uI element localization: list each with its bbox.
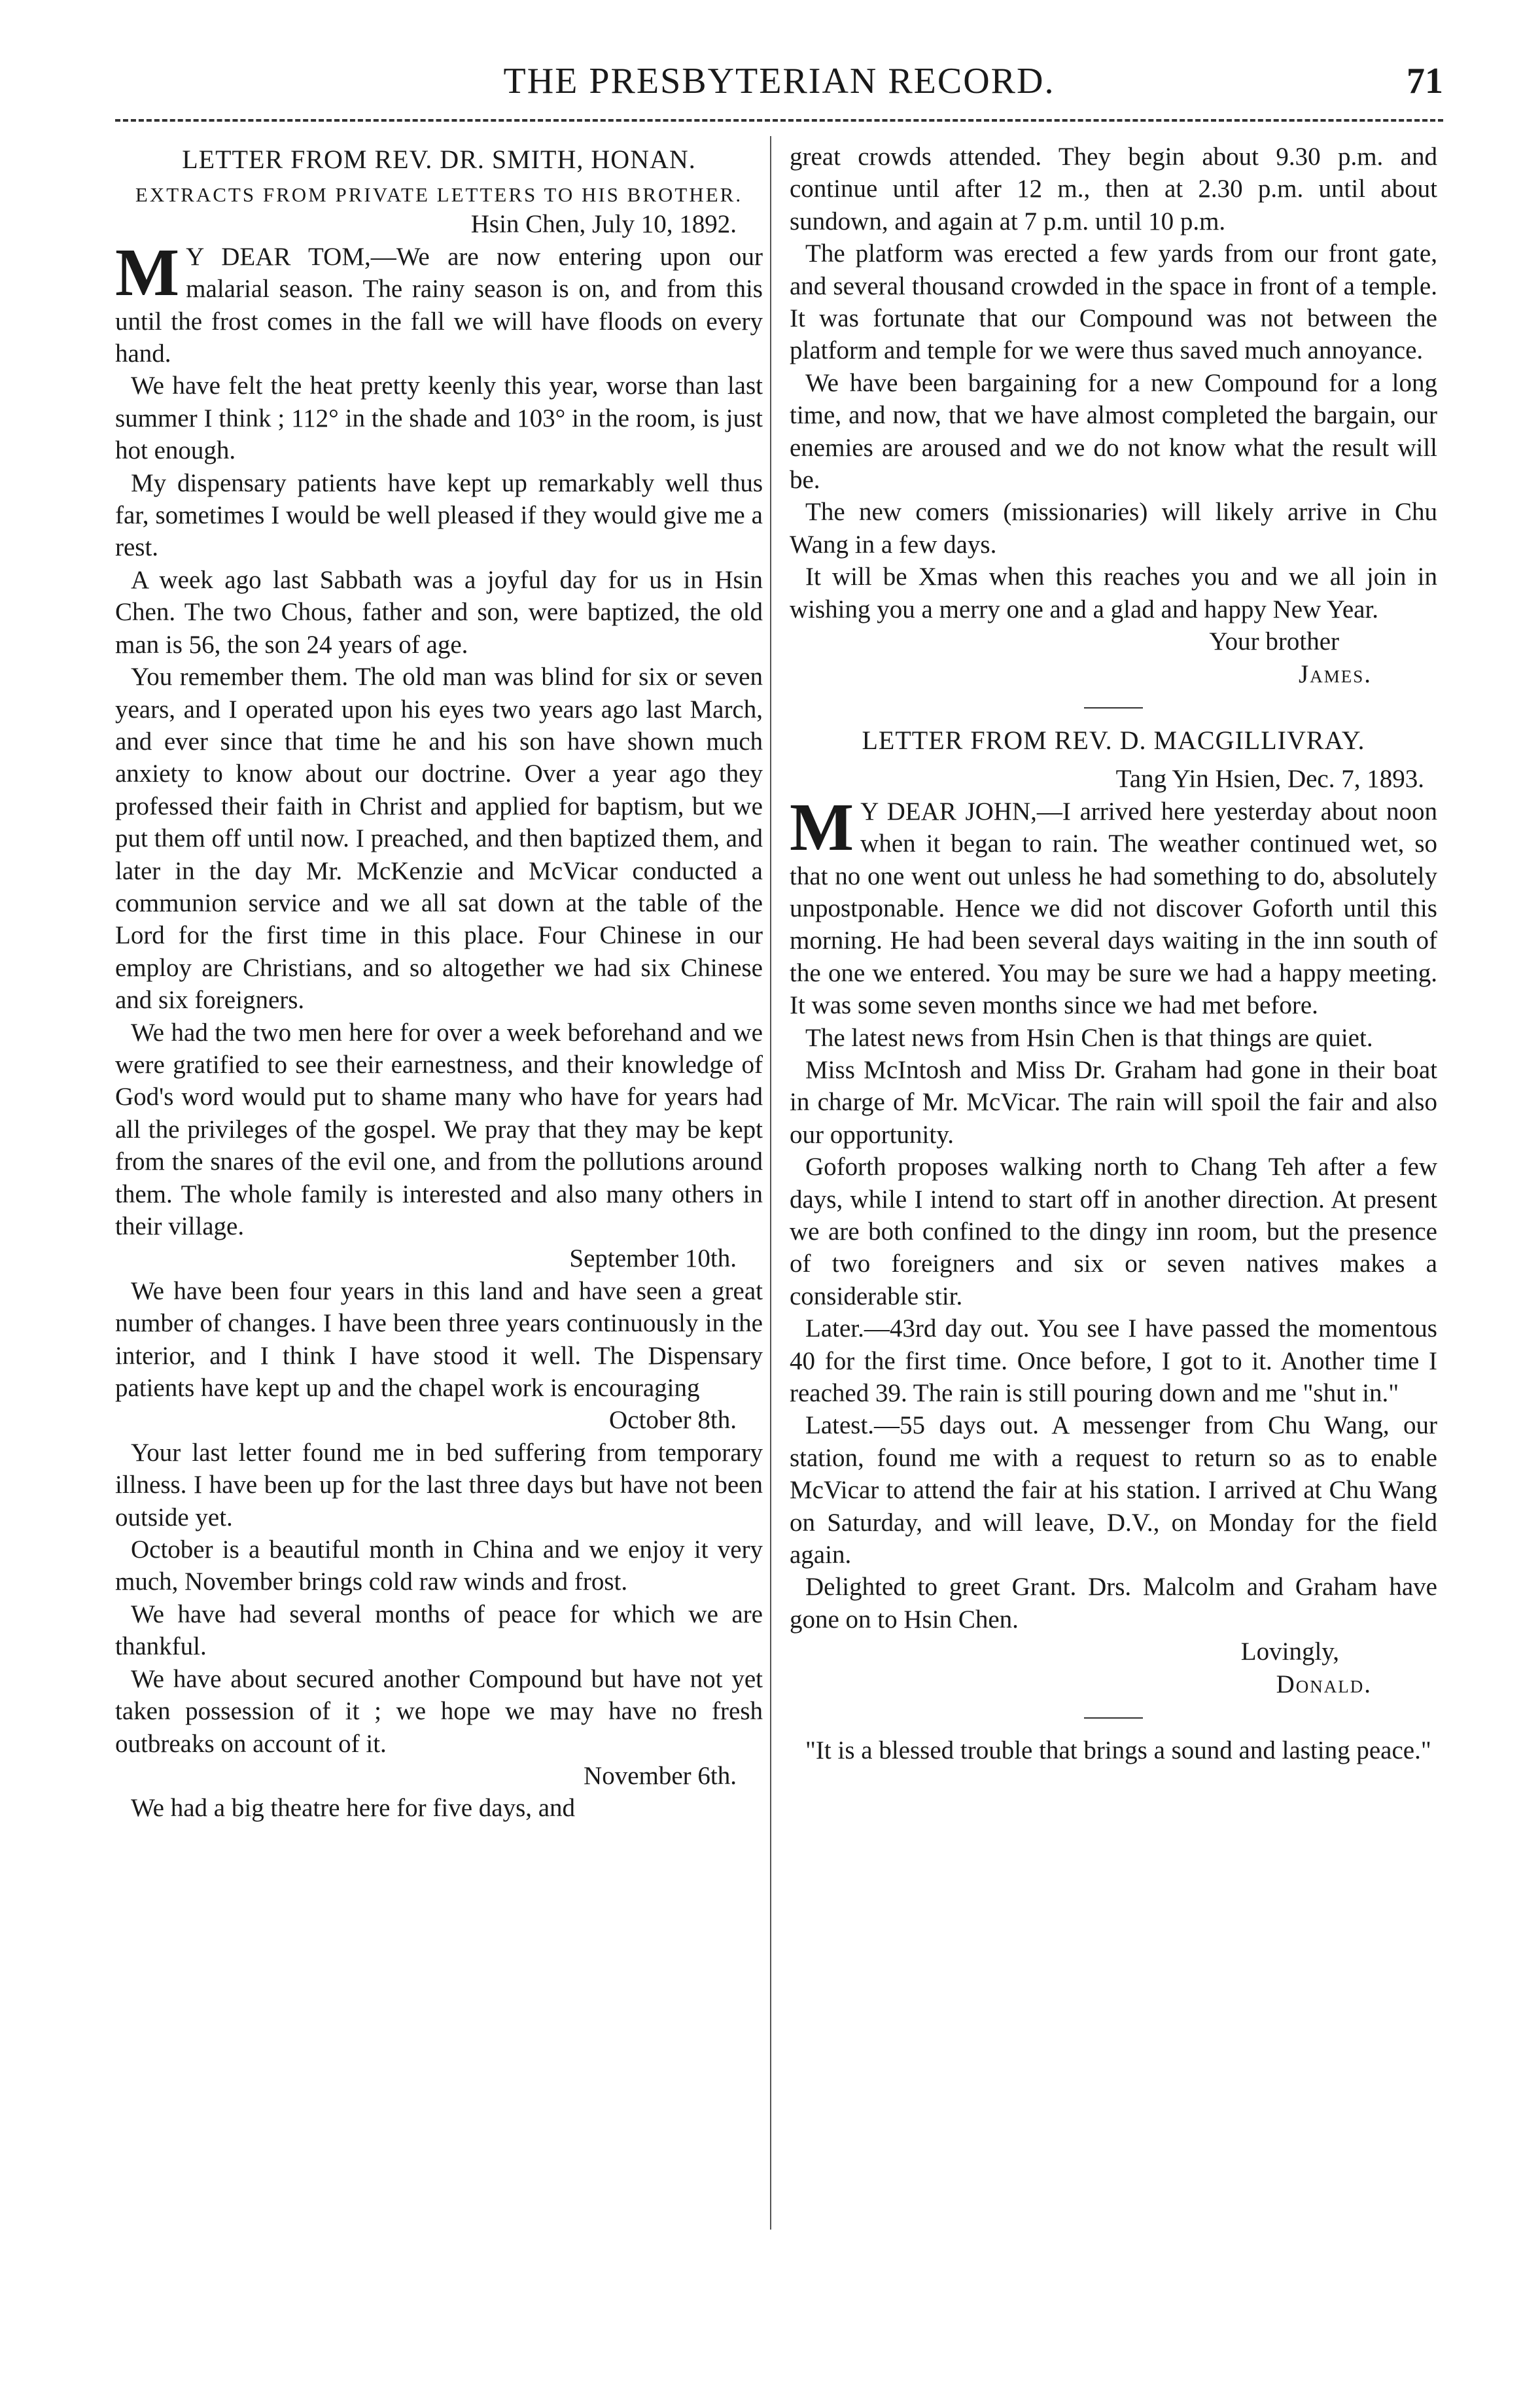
paragraph: Later.—43rd day out. You see I have passed the momentous 40 for the first time. Once before, I got to it. Another time I reached 39. The rain is still pouring down and me "shut in." — [790, 1314, 1437, 1408]
paragraph: Goforth proposes walking north to Chang Teh after a few days, while I intend to start off in another direction. At present we are both confined to the dingy inn room, but the presence of two foreigners and six or seven natives makes a considerable stir. — [790, 1153, 1437, 1310]
drop-cap: M — [115, 234, 180, 310]
column-rule — [770, 136, 771, 2230]
running-title: THE PRESBYTERIAN RECORD. — [503, 61, 1055, 101]
article-title-smith: LETTER FROM REV. DR. SMITH, HONAN. — [182, 145, 696, 174]
article-title-macgillivray: LETTER FROM REV. D. MACGILLIVRAY. — [862, 725, 1365, 755]
dateline-november: November 6th. — [584, 1761, 737, 1790]
page-number: 71 — [1407, 61, 1443, 101]
closing-quote: "It is a blessed trouble that brings a sound and lasting peace." — [805, 1736, 1431, 1765]
paragraph: We have had several months of peace for which we are thankful. — [115, 1600, 763, 1661]
closing-smith: Your brother — [1209, 627, 1339, 656]
paragraph: We had a big theatre here for five days, and — [131, 1794, 576, 1823]
paragraph: You remember them. The old man was blind for six or seven years, and I operated upon his eyes two years ago last March, and ever since that time he and his son have shown much anxiety to know about our doctrine. Over a year ago they professed their faith in Christ and applied for baptism, but we put them off until now. I preached, and then baptized them, and later in the day Mr. McKenzie and McVicar conducted a communion service and we all sat down at the table of the Lord for the first time in this place. Four Chinese in our employ are Christians, and so altogether we had six Chinese and six foreigners. — [115, 663, 763, 1015]
section-rule — [1084, 1717, 1143, 1719]
dateline-macgillivray: Tang Yin Hsien, Dec. 7, 1893. — [1115, 765, 1424, 794]
dateline-september: September 10th. — [569, 1244, 737, 1273]
paragraph: We had the two men here for over a week beforehand and we were gratified to see their earnestness, and their knowledge of God's word would put to shame many who have for years had all the privileges of the gospel. We pray that they may be kept from the snares of the evil one, and from the pollutions around them. The whole family is interested and also many others in their village. — [115, 1018, 763, 1240]
paragraph: Delighted to greet Grant. Drs. Malcolm and Graham have gone on to Hsin Chen. — [790, 1573, 1437, 1634]
paragraph: M Y DEAR JOHN,—I arrived here yesterday about noon when it began to rain. The weather continued wet, so that no one went out unless he had something to do, absolutely unpostponable. Hence we did not discover Goforth until this morning. He had been several days waiting in the inn south of the one we entered. You may be sure we had a happy meeting. It was some seven months since we had met before. — [790, 789, 1437, 1020]
paragraph: We have about secured another Compound but have not yet taken possession of it ; we hope we may have no fresh outbreaks on account of it. — [115, 1664, 763, 1758]
paragraph: The latest news from Hsin Chen is that things are quiet. — [805, 1023, 1373, 1052]
left-column — [115, 141, 763, 1825]
header-rule — [115, 119, 1443, 122]
signature-smith: James. — [1299, 659, 1372, 688]
paragraph: The new comers (missionaries) will likely arrive in Chu Wang in a few days. — [790, 498, 1437, 559]
paragraph: Your last letter found me in bed suffering from temporary illness. I have been up for the last three days but have not been outside yet. — [115, 1438, 763, 1532]
section-rule — [1084, 707, 1143, 709]
signature-macgillivray: Donald. — [1276, 1670, 1372, 1698]
paragraph: October is a beautiful month in China and we enjoy it very much, November brings cold raw winds and frost. — [115, 1535, 763, 1596]
article-subtitle-smith: EXTRACTS FROM PRIVATE LETTERS TO HIS BROTHER. — [135, 183, 743, 207]
paragraph: great crowds attended. They begin about 9.30 p.m. and continue until after 12 m., then at 2.30 p.m. until about sundown, and again at 7 p.m. until 10 p.m. — [790, 143, 1437, 236]
paragraph: A week ago last Sabbath was a joyful day for us in Hsin Chen. The two Chous, father and son, were baptized, the old man is 56, the son 24 years of age. — [115, 565, 763, 659]
dateline-october: October 8th. — [609, 1406, 737, 1435]
paragraph: My dispensary patients have kept up remarkably well thus far, sometimes I would be well pleased if they would give me a rest. — [115, 468, 763, 562]
paragraph: It will be Xmas when this reaches you and we all join in wishing you a merry one and a glad and happy New Year. — [790, 563, 1437, 623]
closing-macgillivray: Lovingly, — [1240, 1638, 1339, 1666]
paragraph: We have felt the heat pretty keenly this year, worse than last summer I think ; 112° in the shade and 103° in the room, is just hot enough. — [115, 372, 763, 465]
running-head — [115, 60, 1443, 106]
drop-cap: M — [790, 789, 854, 865]
paragraph: Miss McIntosh and Miss Dr. Graham had gone in their boat in charge of Mr. McVicar. The rain will spoil the fair and also our opportunity. — [790, 1055, 1437, 1149]
right-column — [790, 141, 1437, 1767]
dateline-smith: Hsin Chen, July 10, 1892. — [470, 210, 737, 239]
paragraph: We have been bargaining for a new Compound for a long time, and now, that we have almost completed the bargain, our enemies are aroused and we do not know what the result will be. — [790, 368, 1437, 495]
paragraph: M Y DEAR TOM,—We are now entering upon our malarial season. The rainy season is on, and from this until the frost comes in the fall we will have floods on every hand. — [115, 234, 763, 368]
paragraph: We have been four years in this land and have seen a great number of changes. I have been three years continuously in the interior, and I think I have stood it well. The Dispensary patients have kept up and the chapel work is encouraging — [115, 1276, 763, 1403]
paragraph: The platform was erected a few yards from our front gate, and several thousand crowded in the space in front of a temple. It was fortunate that our Compound was not between the platform and temple for we were thus saved much annoyance. — [790, 239, 1437, 365]
paragraph: Latest.—55 days out. A messenger from Chu Wang, our station, found me with a request to return so as to enable McVicar to attend the fair at his station. I arrived at Chu Wang on Saturday, and will leave, D.V., on Monday for the field again. — [790, 1411, 1437, 1569]
